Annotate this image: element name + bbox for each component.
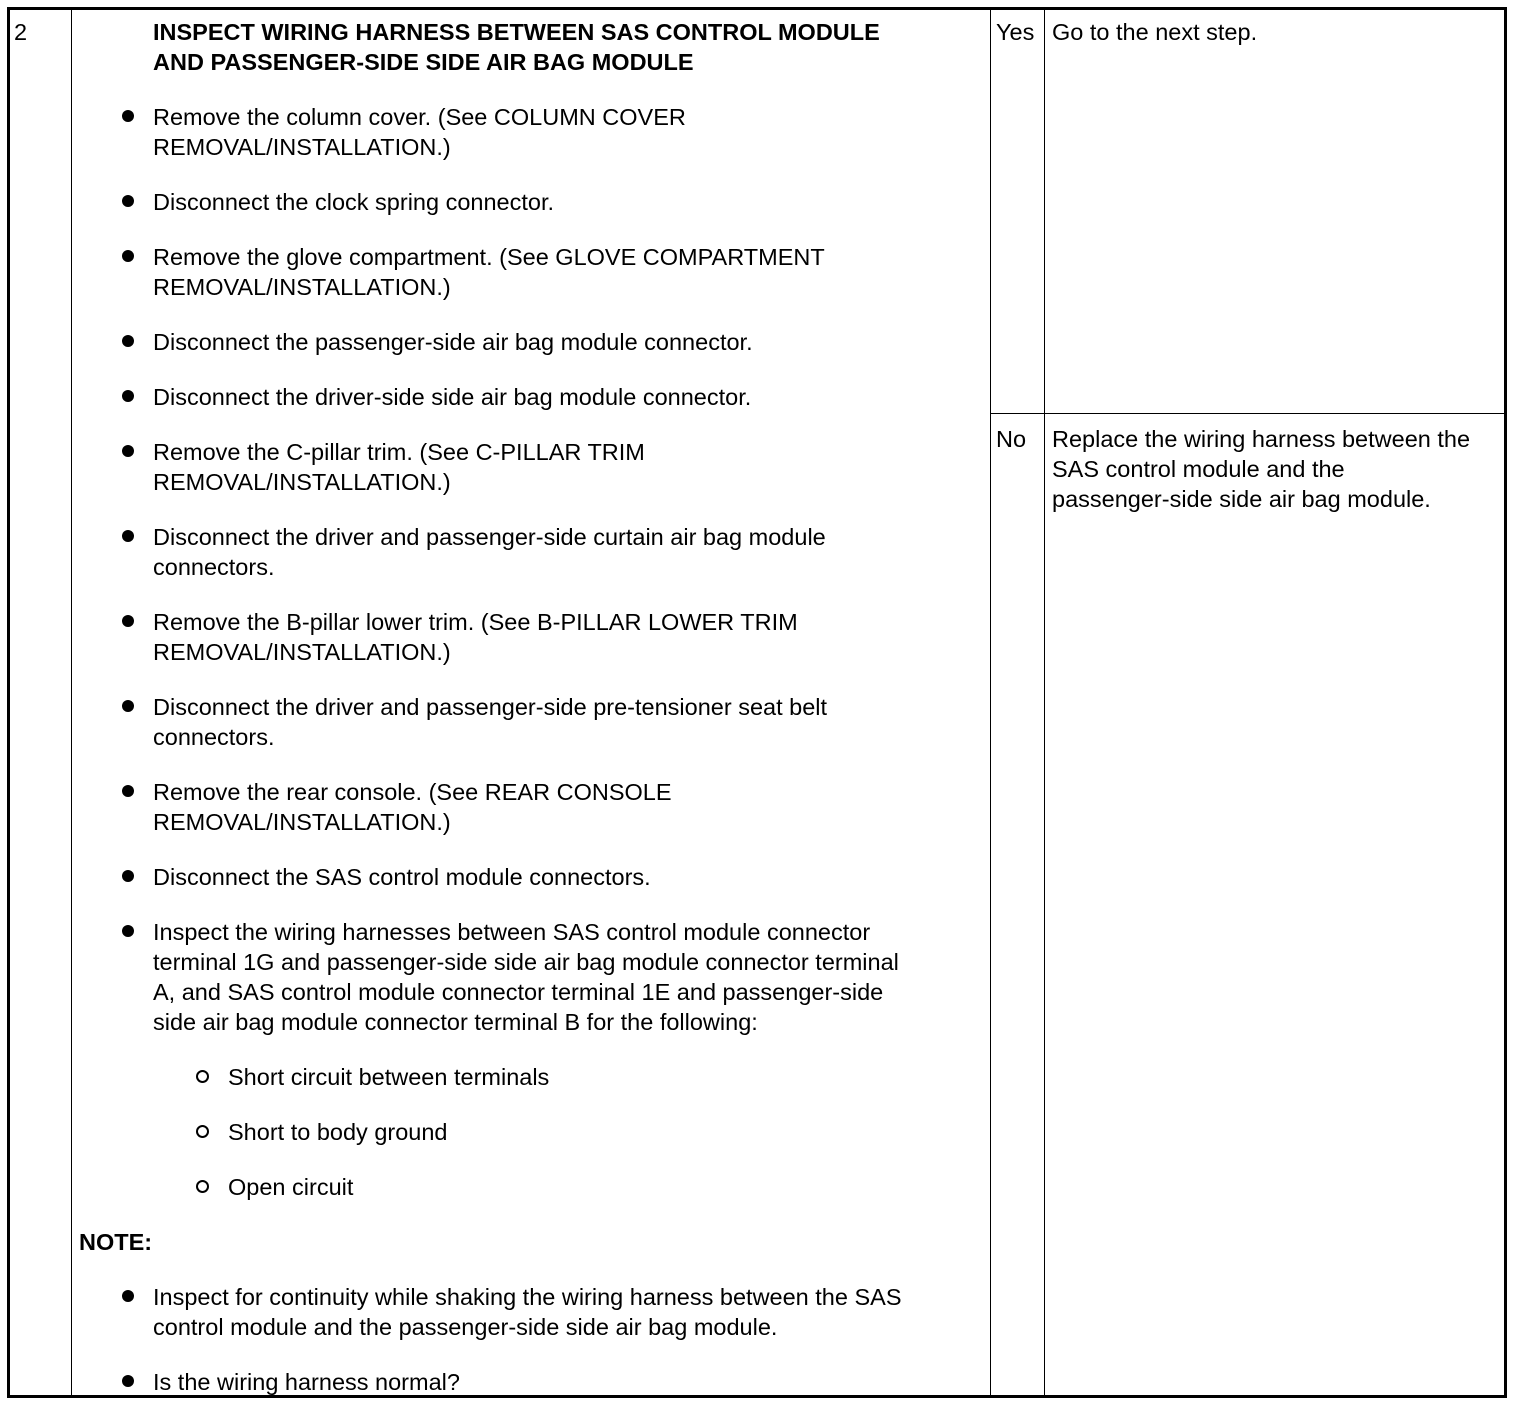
procedure-item: Disconnect the driver and passenger-side pre-tensioner seat belt connectors. — [153, 694, 828, 750]
sub-item: Short circuit between terminals — [228, 1064, 550, 1090]
note-item: Inspect for continuity while shaking the wiring harness between the SAS control module and the passenger-side side air bag module. — [153, 1284, 902, 1340]
bullet-icon — [122, 870, 134, 882]
procedure-item: Disconnect the SAS control module connectors. — [153, 864, 651, 890]
bullet-icon — [122, 110, 134, 122]
note-label: NOTE: — [79, 1229, 153, 1255]
result-no-action: Replace the wiring harness between the SAS control module and the passenger-side side air bag module. — [1052, 426, 1471, 512]
bullet-icon — [122, 195, 134, 207]
step-number: 2 — [14, 19, 28, 45]
circle-bullet-icon — [196, 1125, 209, 1138]
procedure-item: Remove the glove compartment. (See GLOVE COMPARTMENT REMOVAL/INSTALLATION.) — [153, 244, 825, 300]
result-yes-action: Go to the next step. — [1052, 19, 1258, 45]
procedure-item: Remove the rear console. (See REAR CONSOLE REMOVAL/INSTALLATION.) — [153, 779, 672, 835]
step-table — [7, 7, 1507, 1398]
result-yes-label: Yes — [996, 19, 1035, 45]
bullet-icon — [122, 445, 134, 457]
procedure-item: Remove the C-pillar trim. (See C-PILLAR TRIM REMOVAL/INSTALLATION.) — [153, 439, 645, 495]
procedure-item: Disconnect the clock spring connector. — [153, 189, 555, 215]
bullet-icon — [122, 925, 134, 937]
procedure-item: Remove the B-pillar lower trim. (See B-PILLAR LOWER TRIM REMOVAL/INSTALLATION.) — [153, 609, 798, 665]
column-divider — [1044, 10, 1045, 1395]
procedure-item: Remove the column cover. (See COLUMN COVER REMOVAL/INSTALLATION.) — [153, 104, 686, 160]
sub-item: Open circuit — [228, 1174, 354, 1200]
bullet-icon — [122, 530, 134, 542]
procedure-item: Disconnect the passenger-side air bag module connector. — [153, 329, 753, 355]
circle-bullet-icon — [196, 1070, 209, 1083]
circle-bullet-icon — [196, 1180, 209, 1193]
bullet-icon — [122, 250, 134, 262]
procedure-item: Inspect the wiring harnesses between SAS control module connector terminal 1G and passenger-side side air bag module connector terminal A, and SAS control module connector terminal 1E and passenger-side side air bag module connector terminal B for the following: — [153, 919, 899, 1035]
procedure-item: Disconnect the driver-side side air bag module connector. — [153, 384, 752, 410]
bullet-icon — [122, 615, 134, 627]
note-item: Is the wiring harness normal? — [153, 1369, 460, 1395]
column-divider — [990, 10, 991, 1395]
column-divider — [71, 10, 72, 1395]
result-row-divider — [990, 413, 1504, 414]
bullet-icon — [122, 1290, 134, 1302]
sub-item: Short to body ground — [228, 1119, 448, 1145]
procedure-item: Disconnect the driver and passenger-side curtain air bag module connectors. — [153, 524, 826, 580]
bullet-icon — [122, 700, 134, 712]
bullet-icon — [122, 1375, 134, 1387]
result-no-label: No — [996, 426, 1027, 452]
step-title: INSPECT WIRING HARNESS BETWEEN SAS CONTROL MODULE AND PASSENGER-SIDE SIDE AIR BAG MODULE — [153, 19, 880, 75]
bullet-icon — [122, 390, 134, 402]
bullet-icon — [122, 785, 134, 797]
bullet-icon — [122, 335, 134, 347]
